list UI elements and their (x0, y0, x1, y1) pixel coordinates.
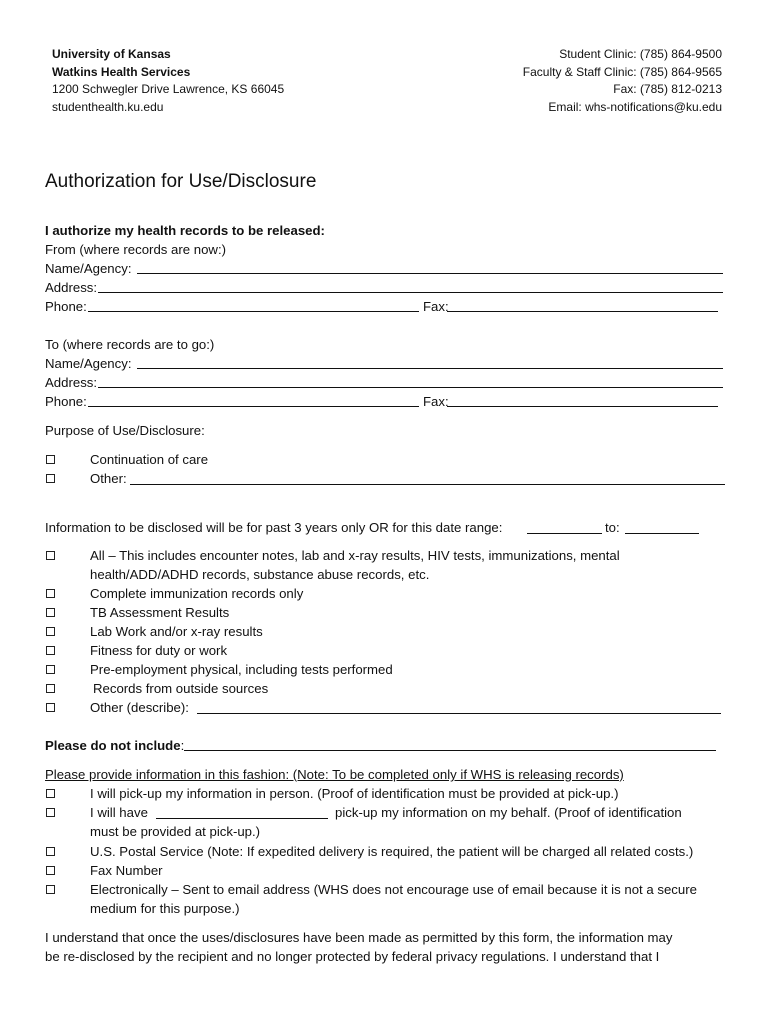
records-outside-label: Records from outside sources (93, 681, 269, 696)
email-checkbox[interactable] (46, 885, 55, 894)
pickup-other-label-b: pick-up my information on my behalf. (Proof of identification (335, 805, 682, 820)
records-lab-checkbox[interactable] (46, 627, 55, 636)
faculty-clinic-phone: Faculty & Staff Clinic: (785) 864-9565 (522, 65, 722, 79)
records-all-label: All – This includes encounter notes, lab and x-ray results, HIV tests, immunizations, mental (90, 548, 620, 563)
purpose-other-field[interactable] (130, 484, 725, 485)
records-fitness-label: Fitness for duty or work (90, 643, 228, 658)
date-range-label: Information to be disclosed will be for past 3 years only OR for this date range: (45, 520, 503, 535)
student-clinic-phone: Student Clinic: (785) 864-9500 (559, 47, 722, 61)
to-fax-label: Fax: (423, 394, 449, 409)
from-fax-field[interactable] (447, 311, 718, 312)
records-other-field[interactable] (197, 713, 721, 714)
pickup-other-checkbox[interactable] (46, 808, 55, 817)
from-name-field[interactable] (137, 273, 723, 274)
from-fax-label: Fax: (423, 299, 449, 314)
records-other-label: Other (describe): (90, 700, 189, 715)
fashion-heading: Please provide information in this fashion: (Note: To be completed only if WHS is releasing records) (45, 767, 624, 782)
from-phone-field[interactable] (88, 311, 419, 312)
to-phone-label: Phone: (45, 394, 87, 409)
date-to-label: to: (605, 520, 620, 535)
pickup-self-label: I will pick-up my information in person. (Proof of identification must be provided at pick-up.) (90, 786, 619, 801)
org-website: studenthealth.ku.edu (52, 100, 164, 114)
from-phone-label: Phone: (45, 299, 87, 314)
records-preemployment-checkbox[interactable] (46, 665, 55, 674)
pickup-other-name-field[interactable] (156, 818, 328, 819)
purpose-other-label: Other: (90, 471, 127, 486)
records-tb-checkbox[interactable] (46, 608, 55, 617)
to-address-label: Address: (45, 375, 98, 390)
form-title: Authorization for Use/Disclosure (45, 171, 317, 192)
records-immunization-label: Complete immunization records only (90, 586, 304, 601)
understand-paragraph-line2: be re-disclosed by the recipient and no longer protected by federal privacy regulations. I understand that I (45, 949, 660, 964)
purpose-continuation-checkbox[interactable] (46, 455, 55, 464)
pickup-other-label-c: must be provided at pick-up.) (90, 824, 261, 839)
pickup-other-label-a: I will have (90, 805, 148, 820)
records-lab-label: Lab Work and/or x-ray results (90, 624, 263, 639)
records-fitness-checkbox[interactable] (46, 646, 55, 655)
email-label: Electronically – Sent to email address (WHS does not encourage use of email because it is not a secure (90, 882, 697, 897)
pickup-self-checkbox[interactable] (46, 789, 55, 798)
header-fax: Fax: (785) 812-0213 (613, 82, 722, 96)
authorize-heading: I authorize my health records to be released: (45, 223, 325, 238)
purpose-label: Purpose of Use/Disclosure: (45, 423, 205, 438)
postal-label: U.S. Postal Service (Note: If expedited delivery is required, the patient will be charged all related costs.) (90, 844, 694, 859)
purpose-continuation-label: Continuation of care (90, 452, 209, 467)
do-not-include-label (45, 736, 184, 755)
records-immunization-checkbox[interactable] (46, 589, 55, 598)
records-preemployment-label: Pre-employment physical, including tests performed (90, 662, 393, 677)
fax-number-checkbox[interactable] (46, 866, 55, 875)
email-label-cont: medium for this purpose.) (90, 901, 240, 916)
from-address-field[interactable] (98, 292, 723, 293)
to-name-field[interactable] (137, 368, 723, 369)
records-all-checkbox[interactable] (46, 551, 55, 560)
to-address-field[interactable] (98, 387, 723, 388)
records-all-label-cont: health/ADD/ADHD records, substance abuse records, etc. (90, 567, 430, 582)
do-not-include-field[interactable] (184, 750, 716, 751)
understand-paragraph-line1: I understand that once the uses/disclosures have been made as permitted by this form, the information may (45, 930, 673, 945)
postal-checkbox[interactable] (46, 847, 55, 856)
records-other-checkbox[interactable] (46, 703, 55, 712)
to-fax-field[interactable] (447, 406, 718, 407)
org-address: 1200 Schwegler Drive Lawrence, KS 66045 (52, 82, 285, 96)
records-outside-checkbox[interactable] (46, 684, 55, 693)
do-not-include-colon: : (180, 738, 185, 753)
records-tb-label: TB Assessment Results (90, 605, 230, 620)
purpose-other-checkbox[interactable] (46, 474, 55, 483)
date-to-field[interactable] (625, 533, 699, 534)
org-name: University of Kansas (52, 47, 171, 61)
dept-name: Watkins Health Services (52, 65, 191, 79)
header-email: Email: whs-notifications@ku.edu (548, 100, 722, 114)
fax-number-label: Fax Number (90, 863, 163, 878)
to-name-label: Name/Agency: (45, 356, 132, 371)
to-label: To (where records are to go:) (45, 337, 215, 352)
to-phone-field[interactable] (88, 406, 419, 407)
do-not-include-text: Please do not include (45, 738, 181, 753)
date-from-field[interactable] (527, 533, 602, 534)
from-label: From (where records are now:) (45, 242, 227, 257)
from-name-label: Name/Agency: (45, 261, 132, 276)
from-address-label: Address: (45, 280, 98, 295)
